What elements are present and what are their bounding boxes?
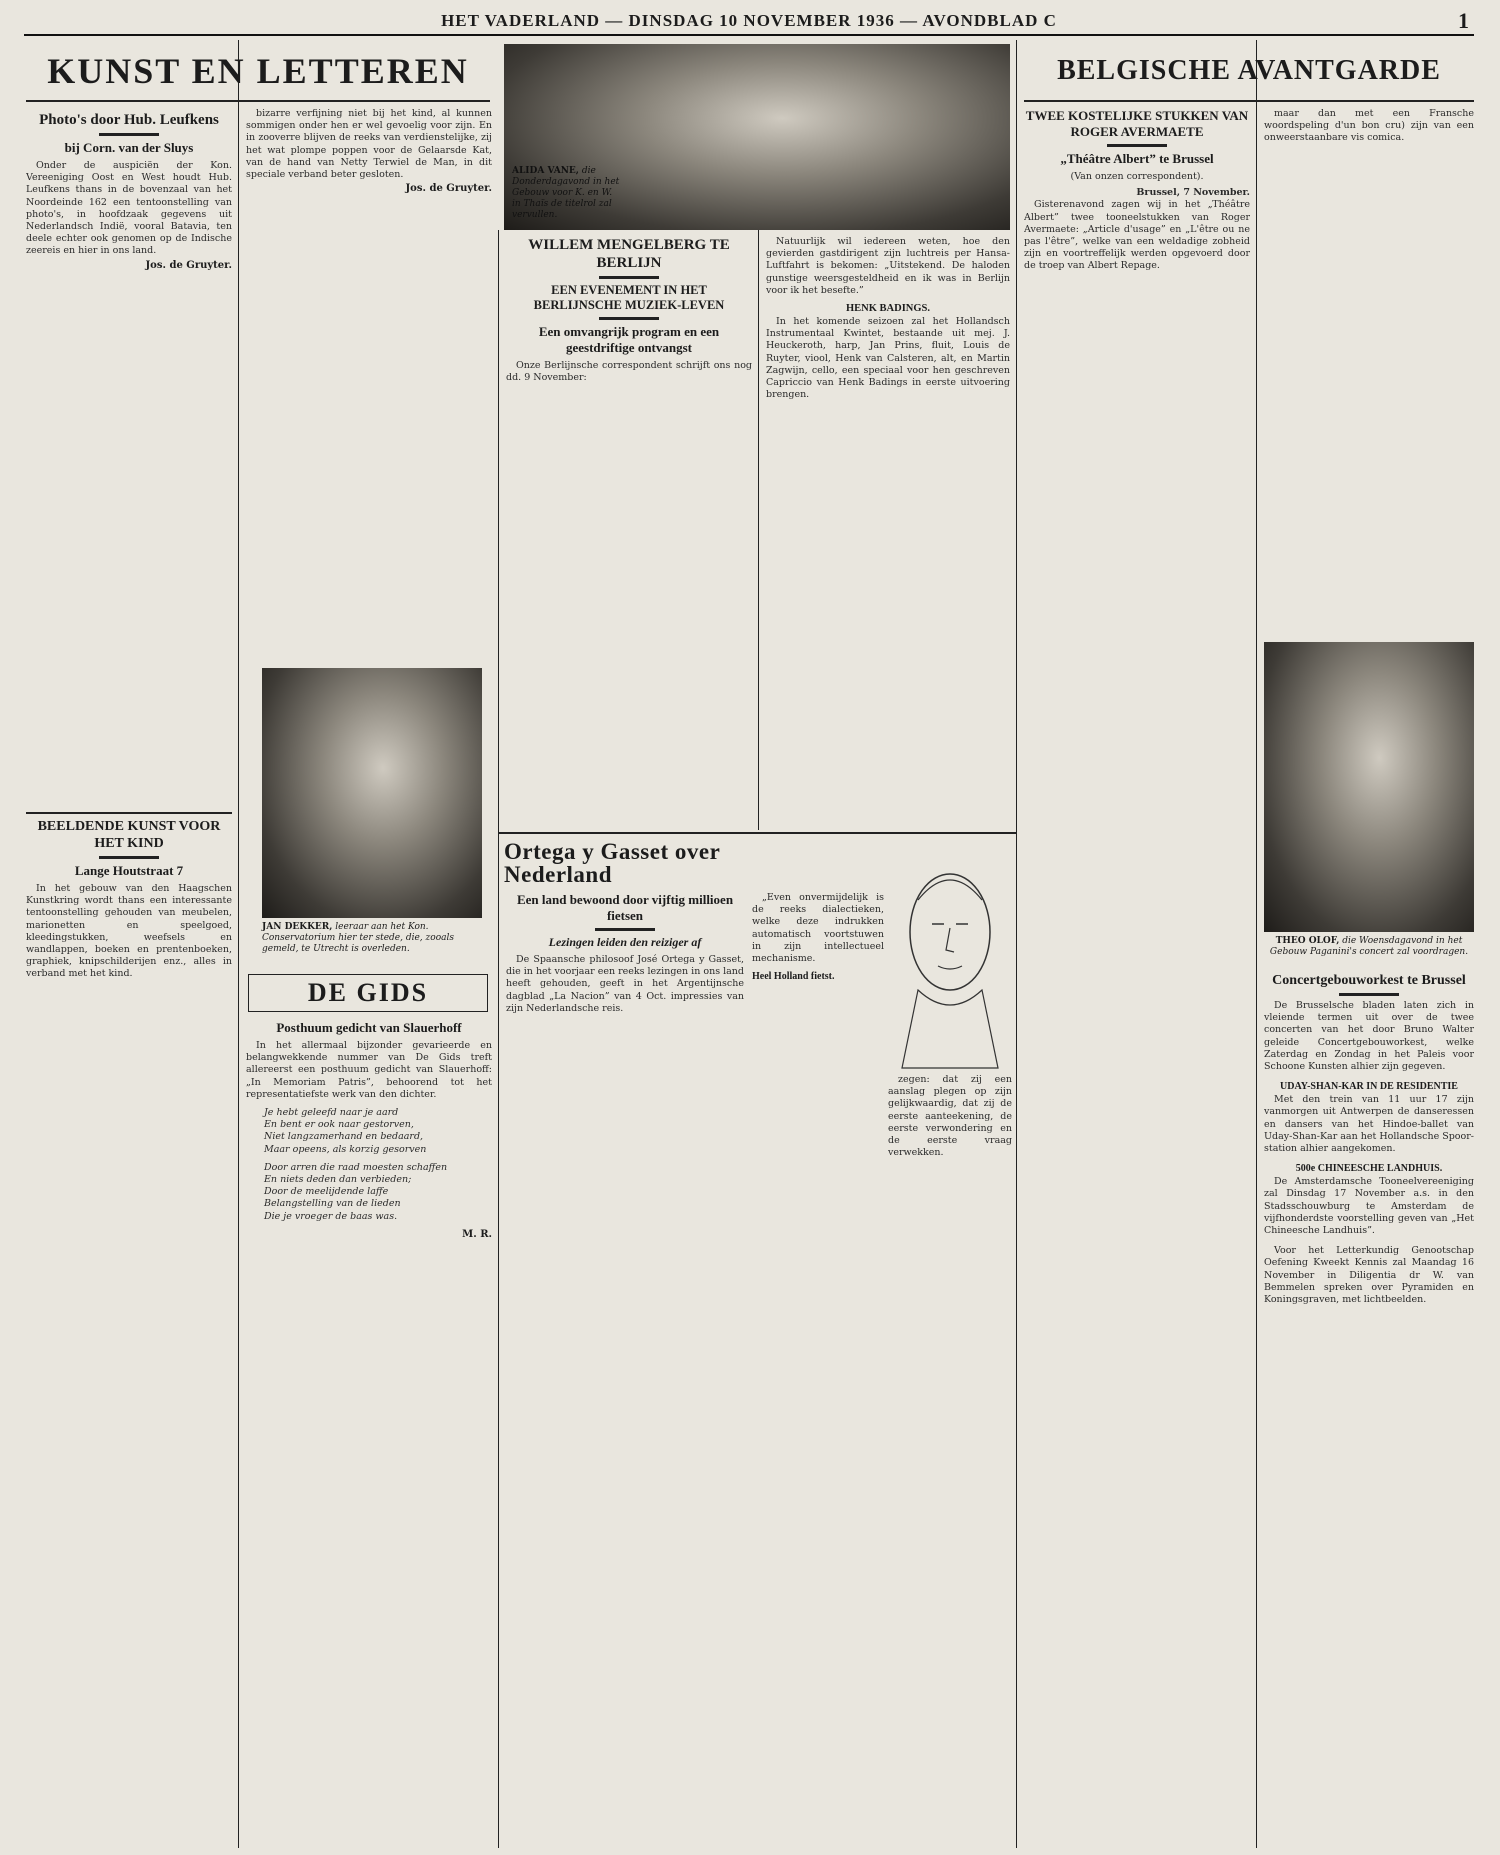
divider xyxy=(595,928,655,931)
beeldende-body xyxy=(26,883,232,981)
mengelberg-body xyxy=(506,360,752,384)
article-mengelberg xyxy=(506,236,752,828)
article-mengelberg-continued xyxy=(766,236,1010,828)
poem-line: Belangstelling van de lieden xyxy=(264,1198,401,1210)
badings-title: HENK BADINGS. xyxy=(845,303,930,315)
beeldende-title: BEELDENDE KUNST VOOR HET KIND xyxy=(37,819,221,851)
kinder-signature: Jos. de Gruyter. xyxy=(405,183,492,195)
article-ortega xyxy=(506,892,744,1848)
ortega-title: Ortega y Gasset over Nederland xyxy=(504,840,720,886)
leufkens-lead: Onder de auspiciën der Kon. Vereeniging Oost en West houdt Hub. Leufkens thans in de bovenzaal van het Noordeinde 162 een tentoonstelling van photo's, in hoofdzaak gegevens uit Nederlandsch Indië, vooral Batavia, ten deele echter ook genomen op de Indische zeereis en hier in ons land. xyxy=(26,160,232,257)
landhuis-title: 500e CHINEESCHE LANDHUIS. xyxy=(1295,1163,1443,1175)
caption-text: die Donderdagavond in het Gebouw voor K. en W. in Thaïs de titelrol zal vervullen. xyxy=(512,166,620,220)
concertgebouw-title: Concertgebouworkest te Brussel xyxy=(1272,973,1466,988)
beeldende-subtitle: Lange Houtstraat 7 xyxy=(74,863,184,878)
poem-line: Die je vroeger de baas was. xyxy=(264,1210,398,1222)
uday-title: UDAY-SHAN-KAR IN DE RESIDENTIE xyxy=(1280,1081,1458,1093)
article-belgische-avantgarde xyxy=(1024,108,1250,1848)
kunst-en-letteren-heading: KUNST EN LETTEREN xyxy=(47,51,469,91)
leufkens-signature: Jos. de Gruyter. xyxy=(145,259,232,271)
article-kinder-continued xyxy=(246,108,492,663)
poem-line: En bent er ook naar gestorven, xyxy=(264,1119,414,1131)
article-leufkens xyxy=(26,108,232,808)
divider xyxy=(1107,144,1167,147)
article-concertgebouw xyxy=(1264,972,1474,1848)
uday-body xyxy=(1264,1094,1474,1155)
de-gids-box xyxy=(248,974,488,1012)
theo-olof-caption xyxy=(1264,936,1474,966)
ortega-subtitle: Een land bewoond door vijftig millioen fietsen xyxy=(516,892,734,923)
leufkens-title: Photo's door Hub. Leufkens xyxy=(39,112,219,128)
concertgebouw-body xyxy=(1264,1000,1474,1073)
article-ortega-continued xyxy=(752,892,884,1848)
badings-body xyxy=(766,316,1010,401)
column-rule xyxy=(758,230,759,830)
heading-rule xyxy=(26,100,490,102)
gids-lead: In het allermaal bijzonder gevarieerde en belangwekkende nummer van De Gids treft allereerst een posthuum gedicht van Slauerhoff: „In Memoriam Patris”, behoorend tot het representatiefste werk van den dichter. xyxy=(246,1040,492,1100)
masthead xyxy=(24,8,1474,36)
belgische-subtitle: TWEE KOSTELIJKE STUKKEN VAN ROGER AVERMAETE xyxy=(1025,108,1249,139)
divider xyxy=(599,317,659,320)
alida-vane-caption xyxy=(512,166,622,226)
article-beeldende-kunst xyxy=(26,818,232,1848)
poem-line: Maar opeens, als korzig gesorven xyxy=(264,1143,427,1155)
belgische-body-2 xyxy=(1264,108,1474,145)
kinder-paragraph: bizarre verfijning niet bij het kind, al kunnen sommigen onder hen er wel gevoelig voor zijn. En in zooverre blijven de reeks van verdienstelijke, zij het wat plompe poppen voor de Gelaarsde Kat, van de hand van Netty Terwiel de Man, in dit speciale verband beter gesloten. xyxy=(246,108,492,181)
belgische-lead: Gisterenavond zagen wij in het „Théâtre Albert” twee tooneelstukken van Roger Avermaete: „Article d'usage” en „L'être ou ne pas l'être”, welke van een weldadige zobheid zijn en voortreffelijk werden opgevoerd door de troep van Albert Repage. xyxy=(1024,199,1250,272)
gids-subtitle: Posthuum gedicht van Slauerhoff xyxy=(276,1020,462,1035)
page-number: 1 xyxy=(1458,8,1470,33)
belgische-body xyxy=(1024,199,1250,272)
landhuis-body xyxy=(1264,1176,1474,1237)
divider xyxy=(99,856,159,859)
belgische-dateline: Brussel, 7 November. xyxy=(1136,187,1250,199)
caption-text: die Woensdagavond in het Gebouw Paganini's concert zal voordragen. xyxy=(1269,936,1469,957)
ortega-lead: De Spaansche philosoof José Ortega y Gasset, die in het voorjaar een reeks lezingen in ons land heeft gehouden, geeft in het Argentijnsche dagblad „La Nacion” van 4 Oct. impressies van zijn Nederlandsche reis. xyxy=(506,954,744,1014)
column-rule xyxy=(498,230,499,1848)
mengelberg-deck: Een omvangrijk program en een geestdriftige ontvangst xyxy=(538,324,720,355)
mengelberg-title: WILLEM MENGELBERG TE BERLIJN xyxy=(528,237,730,271)
de-gids-title: DE GIDS xyxy=(307,978,429,1007)
section-rule xyxy=(26,812,232,814)
ortega-portrait-sketch xyxy=(888,840,1012,1070)
photo-shading xyxy=(1264,642,1474,932)
tail-body xyxy=(1264,1245,1474,1306)
column-rule xyxy=(1016,40,1017,1848)
theo-olof-photo xyxy=(1264,642,1474,932)
leufkens-body xyxy=(26,160,232,258)
belgische-deck: „Théâtre Albert” te Brussel xyxy=(1060,151,1214,166)
poem-line: Door de meelijdende laffe xyxy=(264,1186,389,1198)
mengelberg-paragraph: Natuurlijk wil iedereen weten, hoe den gevierden gastdirigent zijn luchtreis per Hansa-Luftfahrt is bekomen: „Uitstekend. De haloden gunstige weersgesteldheid en ik was in Berlijn voor ik het besefte.” xyxy=(766,236,1010,296)
beeldende-lead: In het gebouw van den Haagschen Kunstkring wordt thans een interessante tentoonstelling gehouden van meubelen, marionetten en speelgoed, kleedingstukken, weefsels en wandlappen, boeken en prentenboeken, graphiek, knipschilderijen enz., alles in verband met het kind. xyxy=(26,883,232,980)
poem-line: Door arren die raad moesten schaffen xyxy=(264,1161,448,1173)
poem-line: En niets deden dan verbieden; xyxy=(264,1174,412,1186)
belgische-paragraph: maar dan met een Fransche woordspeling d'un bon cru) zijn van een onweerstaanbare vis comica. xyxy=(1264,108,1474,144)
section-rule xyxy=(498,832,1016,834)
ortega-deck: Lezingen leiden den reiziger af xyxy=(548,935,702,949)
gids-signature: M. R. xyxy=(462,1228,492,1240)
belgische-avantgarde-heading: BELGISCHE AVANTGARDE xyxy=(1057,55,1441,86)
portrait-drawing xyxy=(888,840,1012,1070)
caption-name: JAN DEKKER, xyxy=(262,922,333,932)
leufkens-subtitle: bij Corn. van der Sluys xyxy=(64,140,194,155)
article-ortega-continued-3 xyxy=(888,1074,1012,1848)
jan-dekker-caption xyxy=(262,922,482,962)
poem-line: Je hebt geleefd naar je aard xyxy=(264,1107,399,1119)
belgische-byline: (Van onzen correspondent). xyxy=(1070,171,1204,182)
divider xyxy=(1339,993,1399,996)
masthead-text: HET VADERLAND — DINSDAG 10 NOVEMBER 1936 — AVONDBLAD C xyxy=(441,11,1057,30)
column-rule xyxy=(238,40,239,1848)
photo-shading xyxy=(262,668,482,918)
poem-line: Niet langzamerhand en bedaard, xyxy=(264,1131,424,1143)
concertgebouw-lead: De Brusselsche bladen laten zich in vleiende termen uit over de twee concerten van het door Bruno Walter geleide Concertgebouworkest, welke Zaterdag en Zondag in het Paleis voor Schoone Kunsten alhier zijn gegeven. xyxy=(1264,1000,1474,1073)
mengelberg-subtitle: EEN EVENEMENT IN HET BERLIJNSCHE MUZIEK-LEVEN xyxy=(533,283,725,312)
landhuis-text: De Amsterdamsche Tooneelvereeniging zal Dinsdag 17 November a.s. in den Stadsschouwburg te Amsterdam de vijfhonderdste voorstelling geven van „Het Chineesche Landhuis”. xyxy=(1264,1176,1474,1237)
caption-name: ALIDA VANE, xyxy=(512,166,579,176)
divider xyxy=(99,133,159,136)
gids-poem xyxy=(264,1107,492,1223)
ortega-body-2 xyxy=(752,892,884,965)
jan-dekker-photo xyxy=(262,668,482,918)
ortega-paragraph-3: zegen: dat zij een aanslag plegen op zijn gelijkwaardig, dat zij de eerste aanteekening, de eerste verwondering en de eerste vraag verwekken. xyxy=(888,1074,1012,1159)
ortega-heel-holland: Heel Holland fietst. xyxy=(752,971,835,983)
heading-rule xyxy=(1024,100,1474,102)
mengelberg-lead: Onze Berlijnsche correspondent schrijft ons nog dd. 9 November: xyxy=(506,360,752,384)
article-belgische-continued xyxy=(1264,108,1474,638)
uday-text: Met den trein van 11 uur 17 zijn vanmorgen uit Antwerpen de danseressen en dansers van het Hindoe-ballet van Uday-Shan-Kar aan het Hollandsche Spoor-station alhier aangekomen. xyxy=(1264,1094,1474,1155)
caption-name: THEO OLOF, xyxy=(1275,936,1340,946)
mengelberg-body-2 xyxy=(766,236,1010,297)
column-rule xyxy=(1256,40,1257,1848)
kinder-body xyxy=(246,108,492,181)
badings-text: In het komende seizoen zal het Hollandsch Instrumentaal Kwintet, bestaande uit mej. J. Heuckeroth, harp, Jan Prins, fluit, Louis de Ruyter, viool, Henk van Calsteren, alt, en Martin Zagwijn, cello, een speciaal voor hen geschreven Capriccio van Henk Badings in eerste uitvoering brengen. xyxy=(766,316,1010,401)
gids-body xyxy=(246,1040,492,1101)
ortega-paragraph: „Even onvermijdelijk is de reeks dialectieken, welke deze indrukken automatisch voortstuwen in zijn intellectueel mechanisme. xyxy=(752,892,884,965)
divider xyxy=(599,276,659,279)
caption-text: leeraar aan het Kon. Conservatorium hier ter stede, die, zooals gemeld, te Utrecht is overleden. xyxy=(262,922,454,954)
tail-text: Voor het Letterkundig Genootschap Oefening Kweekt Kennis zal Maandag 16 November in Diligentia dr W. van Bemmelen spreken over Pyramiden en Koningsgraven, met lichtbeelden. xyxy=(1264,1245,1474,1306)
ortega-body-3 xyxy=(888,1074,1012,1159)
article-de-gids xyxy=(246,1016,492,1848)
ortega-body xyxy=(506,954,744,1015)
